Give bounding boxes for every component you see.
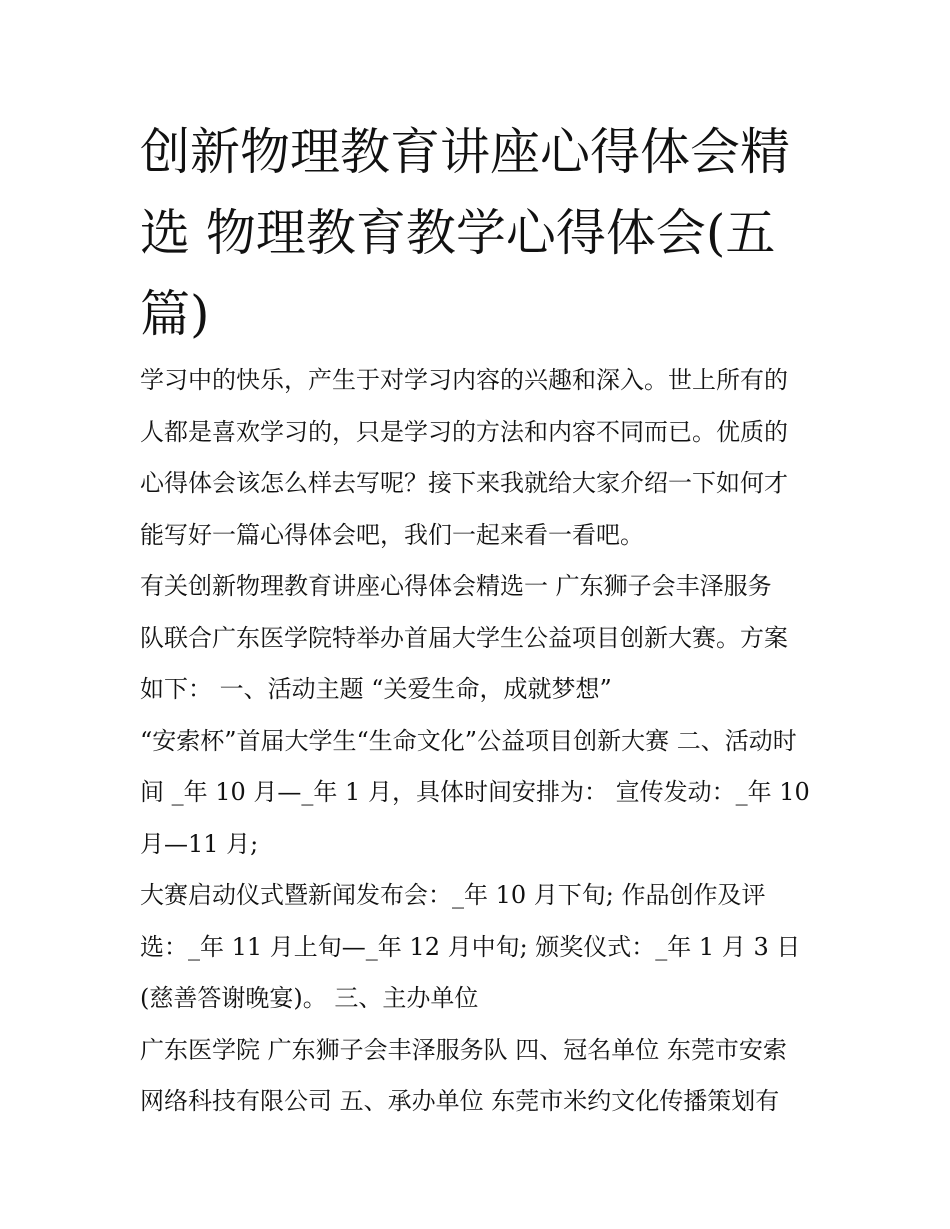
document-body (140, 355, 820, 1128)
body-line: 学习中的快乐，产生于对学习内容的兴趣和深入。世上所有的 (140, 366, 788, 394)
body-line: 能写好一篇心得体会吧，我们一起来看一看吧。 (140, 520, 644, 549)
body-line: 广东医学院 广东狮子会丰泽服务队 四、冠名单位 东莞市安索 (140, 1035, 787, 1064)
body-line: 人都是喜欢学习的，只是学习的方法和内容不同而已。优质的 (140, 417, 788, 446)
body-line: 如下： 一、活动主题 “关爱生命，成就梦想” (140, 675, 612, 703)
body-line: 有关创新物理教育讲座心得体会精选一 广东狮子会丰泽服务 (140, 572, 772, 600)
body-line: 间 _年 10 月—_年 1 月，具体时间安排为： 宣传发动：_年 10 (140, 778, 810, 806)
body-line: “安索杯”首届大学生“生命文化”公益项目创新大赛 二、活动时 (140, 726, 797, 755)
body-line: 心得体会该怎么样去写呢？接下来我就给大家介绍一下如何才 (140, 469, 788, 497)
title-line: 选 物理教育教学心得体会(五 (140, 204, 776, 262)
body-line: 队联合广东医学院特举办首届大学生公益项目创新大赛。方案 (140, 623, 788, 652)
body-line: 大赛启动仪式暨新闻发布会：_年 10 月下旬; 作品创作及评 (140, 881, 766, 909)
body-line: 网络科技有限公司 五、承办单位 东莞市米约文化传播策划有 (140, 1087, 780, 1115)
title-line: 创新物理教育讲座心得体会精 (140, 123, 790, 181)
body-line: (慈善答谢晚宴)。 三、主办单位 (140, 984, 479, 1012)
document-title (140, 112, 820, 355)
body-line: 选：_年 11 月上旬—_年 12 月中旬; 颁奖仪式：_年 1 月 3 日 (140, 932, 801, 961)
body-line: 月—11 月; (140, 829, 259, 858)
title-line: 篇) (140, 285, 210, 343)
